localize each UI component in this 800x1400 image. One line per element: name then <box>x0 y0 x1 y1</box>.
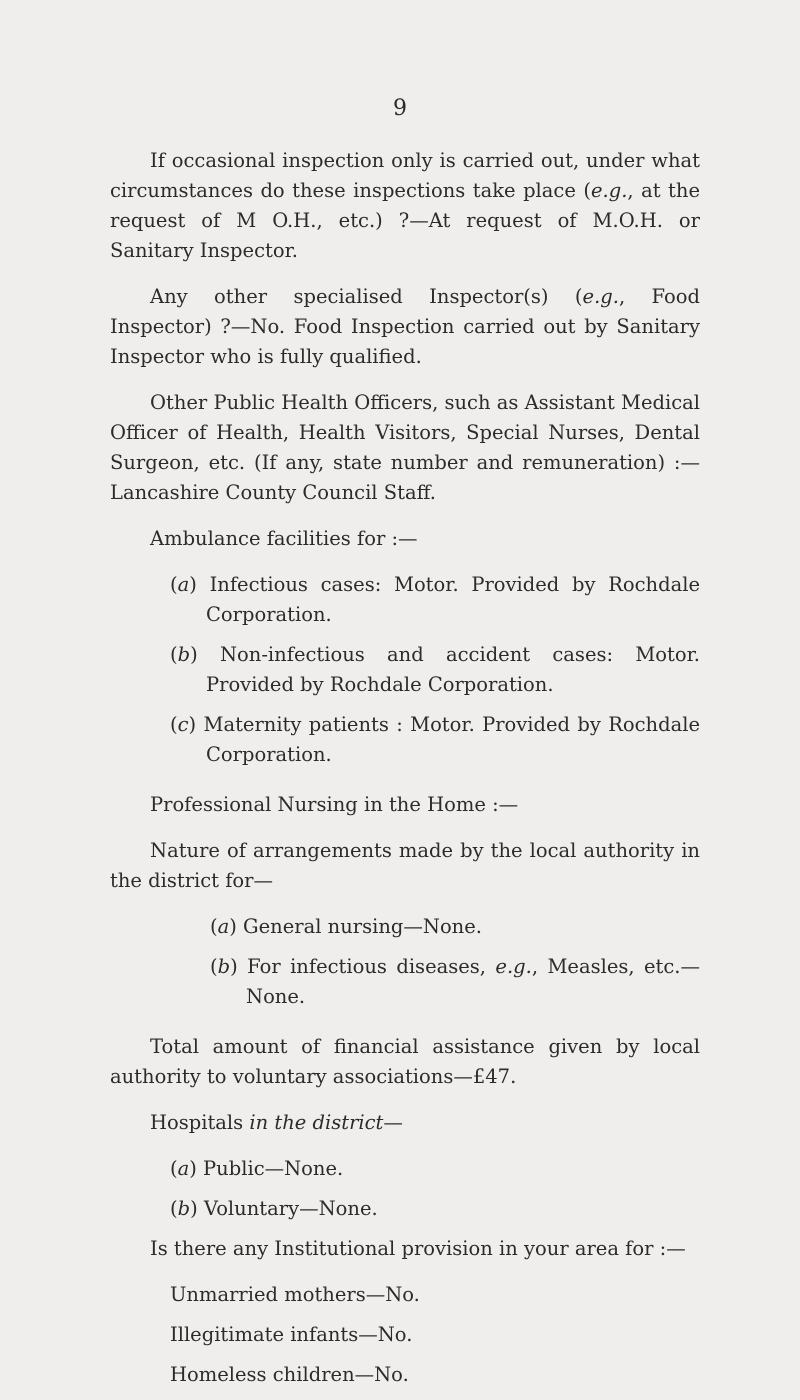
item-text: Maternity patients : Motor. Provided by Rochdale Corporation. <box>196 713 700 766</box>
item-text: For infectious diseases, <box>237 955 496 978</box>
paren: ( <box>170 713 178 736</box>
text-run: , at the request of M O.H., etc.) ?—At request of M.O.H. or Sanitary Inspector. <box>110 179 700 262</box>
paragraph-public-health-officers: Other Public Health Officers, such as Assistant Medical Officer of Health, Health Visitors, Special Nurses, Dental Surgeon, etc. (If any, state number and remuneration) :—Lancashire County Council Staff. <box>110 391 700 504</box>
institutional-line-unmarried: Unmarried mothers—No. <box>170 1283 420 1306</box>
item-letter: c <box>177 713 189 736</box>
paragraph-specialised-inspector <box>110 282 700 372</box>
paren: ) <box>189 573 197 596</box>
ambulance-item-a <box>110 570 700 630</box>
page-number: 9 <box>393 96 407 121</box>
italic-run: e.g. <box>590 179 628 202</box>
hospitals-heading <box>110 1108 700 1138</box>
paren: ( <box>170 573 178 596</box>
item-letter: b <box>177 1197 191 1220</box>
italic-run: in the district <box>249 1111 384 1134</box>
italic-run: e.g. <box>582 285 619 308</box>
hospitals-item-a: (a) Public—None. <box>170 1157 344 1180</box>
text-run: — <box>383 1111 403 1134</box>
page-body <box>110 146 700 1400</box>
institutional-question: Is there any Institutional provision in your area for :— <box>150 1237 686 1260</box>
item-text: Non-infectious and accident cases: Motor. Provided by Rochdale Corporation. <box>197 643 700 696</box>
item-letter: a <box>177 573 190 596</box>
nursing-intro: Nature of arrangements made by the local authority in the district for— <box>110 839 700 892</box>
paren: ) <box>190 643 198 666</box>
ambulance-item-b <box>110 640 700 700</box>
hospitals-item-b: (b) Voluntary—None. <box>170 1197 378 1220</box>
ambulance-item-c <box>110 710 700 770</box>
item-text: , Measles, etc.—None. <box>246 955 700 1008</box>
text-run: Any other specialised Inspector(s) ( <box>150 285 583 308</box>
item-letter: b <box>217 955 231 978</box>
text-run: Hospitals <box>150 1111 250 1134</box>
nursing-heading: Professional Nursing in the Home :— <box>150 793 519 816</box>
text-run: If occasional inspection only is carried out, under what circumstances do these inspections take place ( <box>110 149 700 202</box>
item-text: Public—None. <box>196 1157 344 1180</box>
nursing-item-b: (b) For infectious diseases, e.g., Measles, etc.—None. <box>210 955 700 1008</box>
item-text: Voluntary—None. <box>197 1197 378 1220</box>
item-text: General nursing—None. <box>236 915 482 938</box>
paragraph-occasional-inspection <box>110 146 700 266</box>
text-run: , Food Inspector) ?—No. Food Inspection carried out by Sanitary Inspector who is fully qualified. <box>110 285 700 368</box>
paren: ( <box>170 643 178 666</box>
nursing-item-a: (a) General nursing—None. <box>210 915 482 938</box>
italic-run: e.g. <box>495 955 532 978</box>
item-letter: a <box>217 915 230 938</box>
item-text: Infectious cases: Motor. Provided by Rochdale Corporation. <box>196 573 700 626</box>
institutional-line-illegitimate: Illegitimate infants—No. <box>170 1323 413 1346</box>
paragraph-financial-assistance: Total amount of financial assistance given by local authority to voluntary associations—£47. <box>110 1035 700 1088</box>
institutional-line-homeless: Homeless children—No. <box>170 1363 409 1386</box>
item-letter: a <box>177 1157 190 1180</box>
item-letter: b <box>177 643 191 666</box>
ambulance-heading: Ambulance facilities for :— <box>150 527 418 550</box>
paren: ) <box>188 713 197 736</box>
